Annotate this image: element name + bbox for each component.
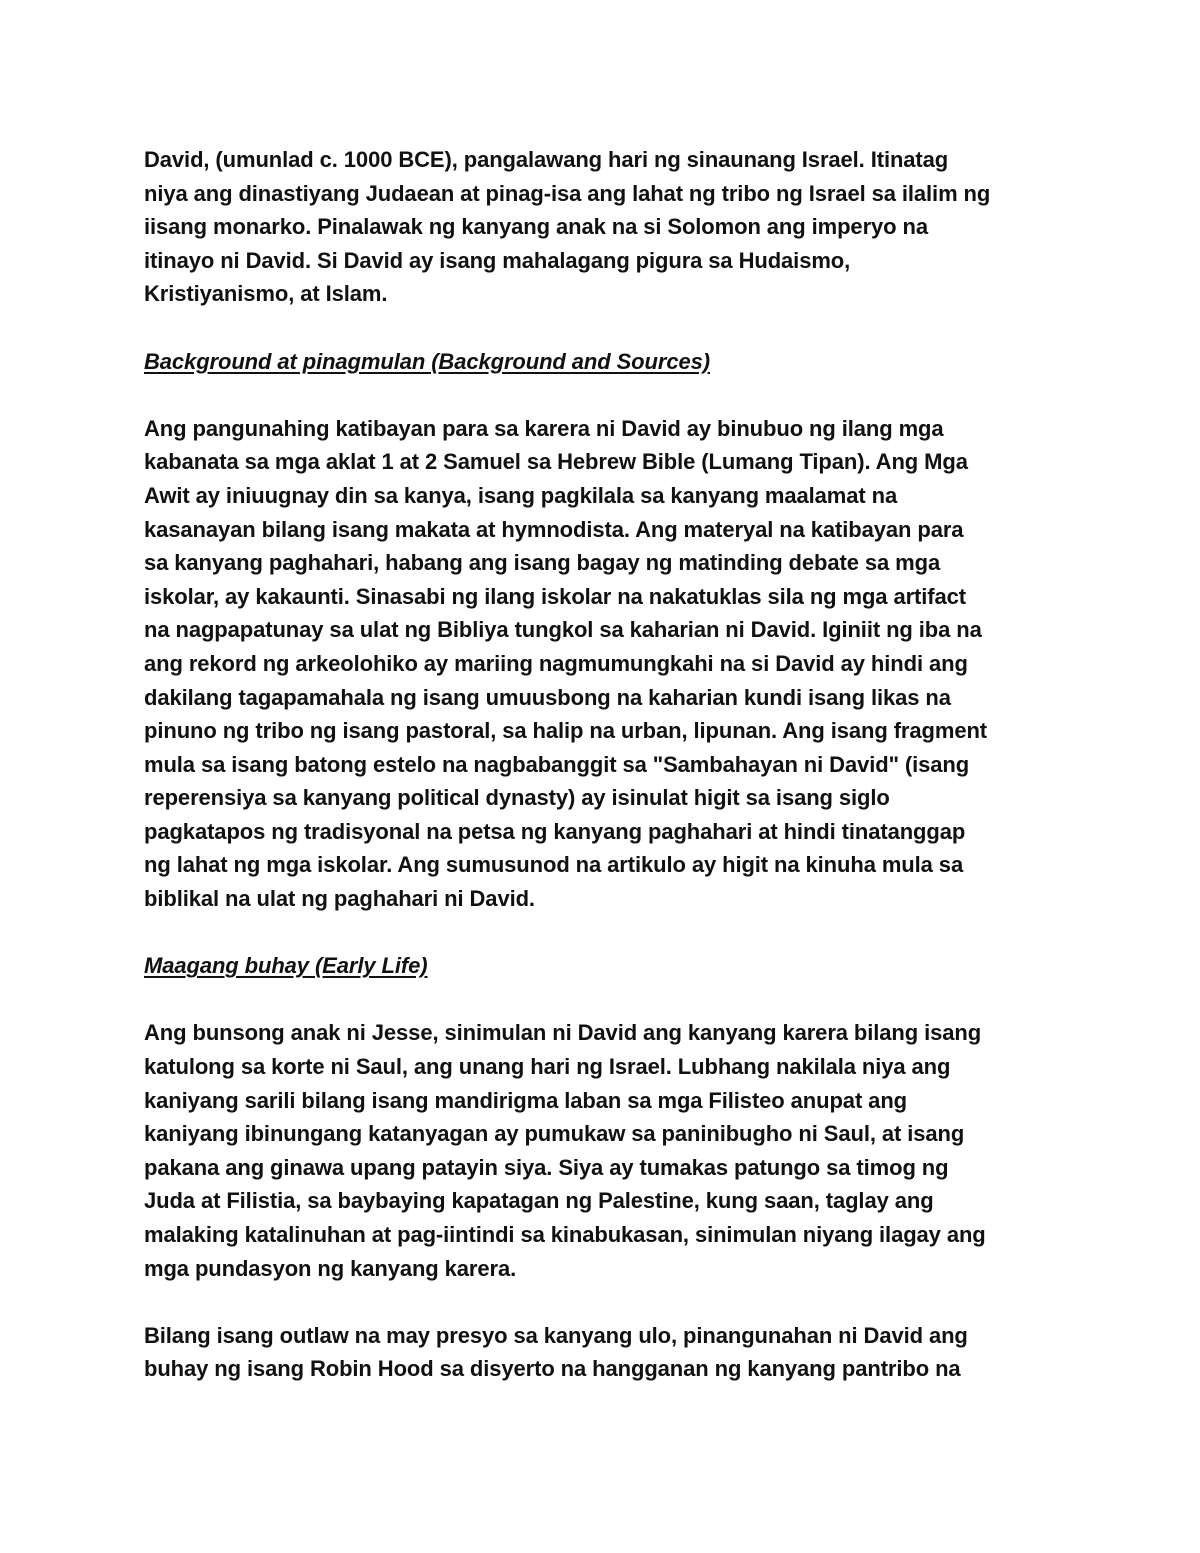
early-life-paragraph: Ang bunsong anak ni Jesse, sinimulan ni David ang kanyang karera bilang isang katulong sa korte ni Saul, ang unang hari ng Israel. Lubhang nakilala niya ang kaniyang sarili bilang isang mandirigma laban sa mga Filisteo anupat ang kaniyang ibinungang katanyagan ay pumukaw sa paninibugho ni Saul, at isang pakana ang ginawa upang patayin siya. Siya ay tumakas patungo sa timog ng Juda at Filistia, sa baybaying kapatagan ng Palestine, kung saan, taglay ang malaking katalinuhan at pag-iintindi sa kinabukasan, sinimulan niyang ilagay ang mga pundasyon ng kanyang karera. — [144, 1020, 986, 1281]
intro-paragraph: David, (umunlad c. 1000 BCE), pangalawang hari ng sinaunang Israel. Itinatag niya ang dinastiyang Judaean at pinag-isa ang lahat ng tribo ng Israel sa ilalim ng iisang monarko. Pinalawak ng kanyang anak na si Solomon ang imperyo na itinayo ni David. Si David ay isang mahalagang pigura sa Hudaismo, Kristiyanismo, at Islam. — [144, 147, 991, 307]
section-heading-background: Background at pinagmulan (Background and Sources) — [144, 348, 710, 374]
outlaw-paragraph: Bilang isang outlaw na may presyo sa kanyang ulo, pinangunahan ni David ang buhay ng isang Robin Hood sa disyerto na hangganan ng kanyang pantribo na — [144, 1322, 968, 1382]
document-body — [144, 143, 1060, 1420]
section-heading-early-life: Maagang buhay (Early Life) — [144, 953, 428, 979]
background-paragraph: Ang pangunahing katibayan para sa karera ni David ay binubuo ng ilang mga kabanata sa mga aklat 1 at 2 Samuel sa Hebrew Bible (Lumang Tipan). Ang Mga Awit ay iniuugnay din sa kanya, isang pagkilala sa kanyang maalamat na kasanayan bilang isang makata at hymnodista. Ang materyal na katibayan para sa kanyang paghahari, habang ang isang bagay ng matinding debate sa mga iskolar, ay kakaunti. Sinasabi ng ilang iskolar na nakatuklas sila ng mga artifact na nagpapatunay sa ulat ng Bibliya tungkol sa kaharian ni David. Iginiit ng iba na ang rekord ng arkeolohiko ay mariing nagmumungkahi na si David ay hindi ang dakilang tagapamahala ng isang umuusbong na kaharian kundi isang likas na pinuno ng tribo ng isang pastoral, sa halip na urban, lipunan. Ang isang fragment mula sa isang batong estelo na nagbabanggit sa "Sambahayan ni David" (isang reperensiya sa kanyang political dynasty) ay isinulat higit sa isang siglo pagkatapos ng tradisyonal na petsa ng kanyang paghahari at hindi tinatanggap ng lahat ng mga iskolar. Ang sumusunod na artikulo ay higit na kinuha mula sa biblikal na ulat ng paghahari ni David. — [144, 415, 988, 912]
